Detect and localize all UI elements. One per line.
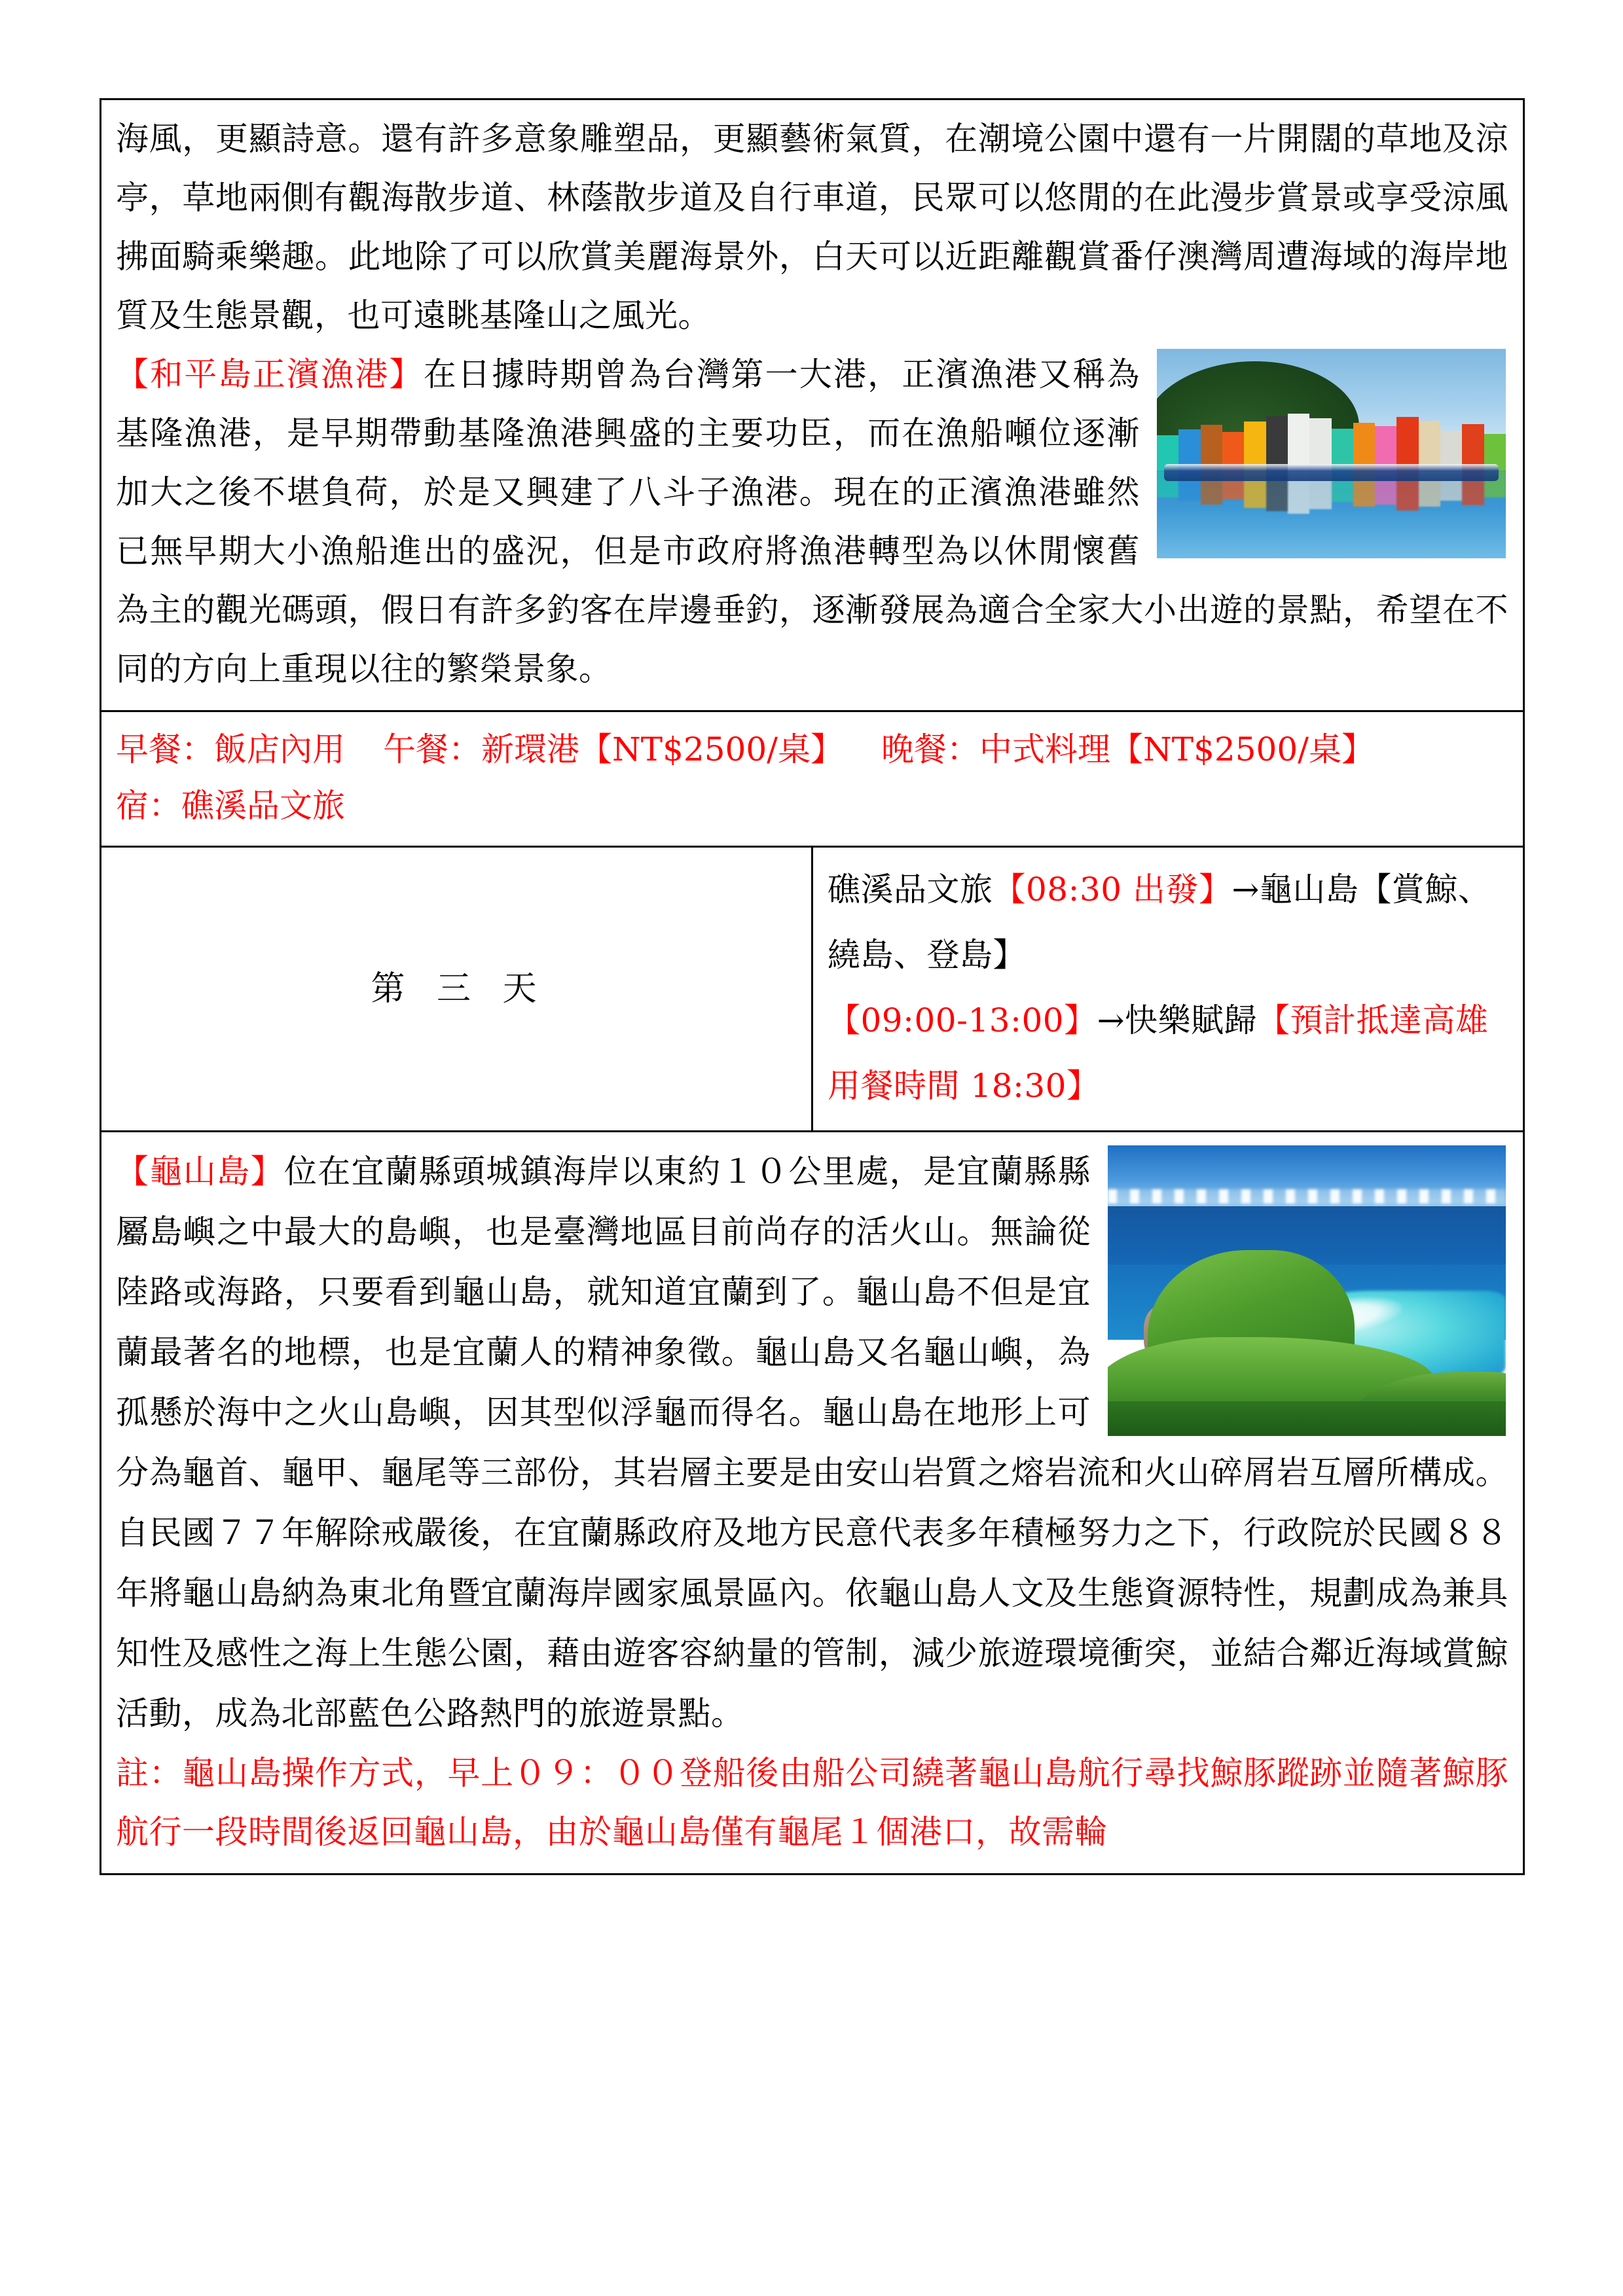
day3-arrow-1: → bbox=[1231, 870, 1260, 908]
lunch-label: 午餐：新環港 bbox=[383, 730, 579, 768]
day3-arrival-note: 【預計抵達高雄用餐時間 18:30】 bbox=[828, 1001, 1489, 1105]
table-row-day3-header bbox=[101, 847, 1524, 1132]
day3-destination: 龜山島 bbox=[1259, 870, 1359, 908]
cell-day3-itinerary bbox=[812, 847, 1524, 1132]
cell-day3-description bbox=[101, 1132, 1524, 1874]
lodging-label: 宿：礁溪品文旅 bbox=[116, 787, 345, 825]
day3-activity-window: 【09:00-13:00】 bbox=[828, 1001, 1097, 1039]
heading-guishan-island: 【龜山島】 bbox=[116, 1153, 284, 1191]
lunch-price: 【NT$2500/桌】 bbox=[579, 730, 844, 768]
breakfast-label: 早餐：飯店內用 bbox=[116, 730, 345, 768]
paragraph-chaojing-park-text: 海風，更顯詩意。還有許多意象雕塑品，更顯藝術氣質，在潮境公園中還有一片開闊的草地及涼亭，草地兩側有觀海散步道、林蔭散步道及自行車道，民眾可以悠閒的在此漫步賞景或享受涼風拂面騎乘樂趣。此地除了可以欣賞美麗海景外，白天可以近距離觀賞番仔澳灣周遭海域的海岸地質及生態景觀，也可遠眺基隆山之風光。 bbox=[116, 120, 1508, 334]
day3-departure-time: 【08:30 出發】 bbox=[993, 870, 1232, 908]
photo-zhengbin-fishing-port bbox=[1157, 349, 1506, 558]
paragraph-guishan-island-body: 位在宜蘭縣頭城鎮海岸以東約１０公里處，是宜蘭縣縣屬島嶼之中最大的島嶼，也是臺灣地區目前尚存的活火山。無論從陸路或海路，只要看到龜山島，就知道宜蘭到了。龜山島不但是宜蘭最著名的地標，也是宜蘭人的精神象徵。龜山島又名龜山嶼，為孤懸於海中之火山島嶼，因其型似浮龜而得名。龜山島在地形上可分為龜首、龜甲、龜尾等三部份，其岩層主要是由安山岩質之熔岩流和火山碎屑岩互層所構成。自民國７７年解除戒嚴後，在宜蘭縣政府及地方民意代表多年積極努力之下，行政院於民國８８年將龜山島納為東北角暨宜蘭海岸國家風景區內。依龜山島人文及生態資源特性，規劃成為兼具知性及感性之海上生態公園，藉由遊客容納量的管制，減少旅遊環境衝突，並結合鄰近海域賞鯨活動，成為北部藍色公路熱門的旅遊景點。 bbox=[116, 1153, 1508, 1732]
heading-zhengbin-port: 【和平島正濱漁港】 bbox=[116, 355, 424, 393]
day3-activities: 【賞鯨、繞島、登島】 bbox=[828, 870, 1491, 974]
paragraph-zhengbin-port-body: 在日據時期曾為台灣第一大港，正濱漁港又稱為基隆漁港，是早期帶動基隆漁港興盛的主要功臣，而在漁船噸位逐漸加大之後不堪負荷，於是又興建了八斗子漁港。現在的正濱漁港雖然已無早期大小漁船進出的盛況，但是市政府將漁港轉型為以休閒懷舊為主的觀光碼頭，假日有許多釣客在岸邊垂釣，逐漸發展為適合全家大小出遊的景點，希望在不同的方向上重現以往的繁榮景象。 bbox=[116, 355, 1508, 688]
paragraph-guishan-note bbox=[116, 1744, 1508, 1861]
guishan-note-text: 註：龜山島操作方式，早上０９：００登船後由船公司繞著龜山島航行尋找鯨豚蹤跡並隨著鯨豚航行一段時間後返回龜山島，由於龜山島僅有龜尾１個港口，故需輪 bbox=[116, 1754, 1508, 1851]
table-row-day3-description bbox=[101, 1132, 1524, 1874]
island-far-sea-layer bbox=[1108, 1206, 1506, 1265]
table-row-day2-meals bbox=[101, 711, 1524, 847]
dinner-price: 【NT$2500/桌】 bbox=[1110, 730, 1375, 768]
day3-itinerary-line-2 bbox=[828, 988, 1508, 1119]
harbor-houses-layer bbox=[1157, 414, 1506, 470]
photo-guishan-island bbox=[1108, 1145, 1506, 1436]
cell-day2-meals bbox=[101, 711, 1524, 847]
island-clouds-layer bbox=[1108, 1189, 1506, 1204]
day3-origin: 礁溪品文旅 bbox=[828, 870, 993, 908]
cell-day3-label bbox=[101, 847, 812, 1132]
day3-itinerary-line-1 bbox=[828, 857, 1508, 988]
day3-return-text: 快樂賦歸 bbox=[1124, 1001, 1257, 1039]
day3-arrow-2: → bbox=[1097, 1001, 1125, 1039]
itinerary-table bbox=[100, 98, 1525, 1875]
meals-line-1 bbox=[116, 721, 1508, 778]
harbor-boats-layer bbox=[1164, 464, 1499, 481]
day3-label-text: 第 三 天 bbox=[371, 969, 547, 1009]
dinner-label: 晚餐：中式料理 bbox=[881, 730, 1111, 768]
table-row-day2-description bbox=[101, 99, 1524, 711]
cell-day2-description bbox=[101, 99, 1524, 711]
island-foreground-layer bbox=[1108, 1401, 1506, 1436]
lodging-line bbox=[116, 778, 1508, 834]
paragraph-chaojing-park bbox=[116, 109, 1508, 345]
